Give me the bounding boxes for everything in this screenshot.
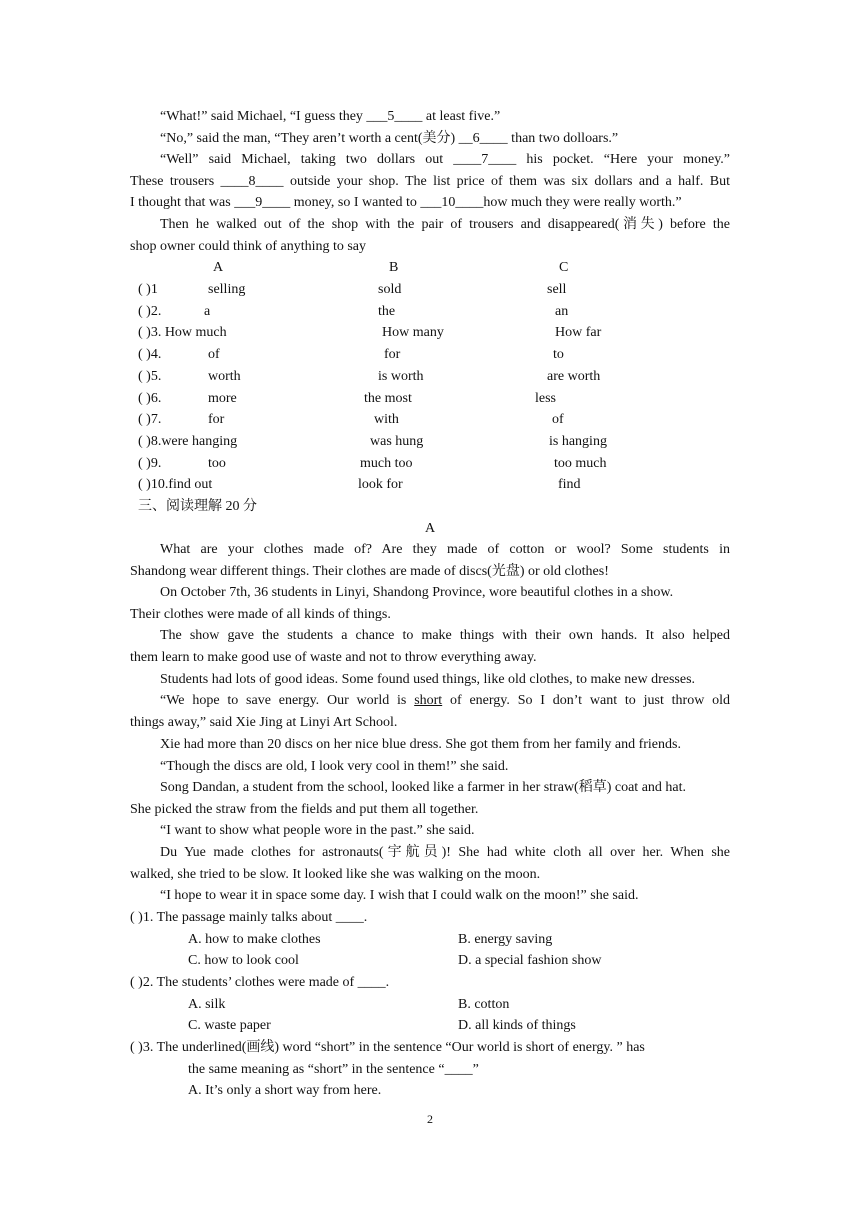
option-a: of xyxy=(208,347,220,363)
section-title: 三、阅读理解 20 分 xyxy=(138,499,257,514)
option-c: an xyxy=(555,303,569,319)
cloze-paragraph: Then he walked out of the shop with the pair of trousers and disappeared(消失) before the xyxy=(160,217,730,232)
underlined-word: short xyxy=(414,693,443,708)
option-a: worth xyxy=(208,368,241,384)
option-number: ( )7. xyxy=(138,412,162,428)
q1-option-c: C. how to look cool xyxy=(188,953,299,968)
option-number: ( )9. xyxy=(138,455,162,471)
question-3: ( )3. The underlined(画线) word “short” in the sentence “Our world is short of energy. ” has xyxy=(130,1040,645,1055)
option-c: of xyxy=(552,412,564,428)
passage-line: She picked the straw from the fields and put them all together. xyxy=(130,801,479,817)
passage-line: On October 7th, 36 students in Linyi, Shandong Province, wore beautiful clothes in a show. xyxy=(160,585,674,601)
passage-line: them learn to make good use of waste and not to throw everything away. xyxy=(130,650,537,665)
option-b: the xyxy=(378,303,396,319)
option-b: much too xyxy=(360,455,413,471)
q1-option-b: B. energy saving xyxy=(458,932,553,947)
cloze-paragraph: “Well” said Michael, taking two dollars out ____7____ his pocket. “Here your money.” xyxy=(160,152,730,167)
question-1: ( )1. The passage mainly talks about ____. xyxy=(130,910,368,925)
option-number: ( )8.were hanging xyxy=(138,433,238,449)
passage-line: walked, she tried to be slow. It looked like she was walking on the moon. xyxy=(130,866,541,882)
option-number: ( )2. xyxy=(138,303,162,319)
q1-option-d: D. a special fashion show xyxy=(458,953,602,968)
option-b: is worth xyxy=(378,368,424,384)
option-b: look for xyxy=(358,477,403,493)
passage-line: “I want to show what people wore in the past.” she said. xyxy=(160,823,475,839)
page-number: 2 xyxy=(427,1112,433,1126)
option-b: sold xyxy=(378,282,402,297)
option-a: for xyxy=(208,412,225,428)
option-b: for xyxy=(384,347,401,363)
q2-option-d: D. all kinds of things xyxy=(458,1018,576,1033)
option-a: more xyxy=(208,390,237,406)
q2-option-c: C. waste paper xyxy=(188,1018,271,1033)
option-c: less xyxy=(535,390,556,406)
cloze-paragraph: “What!” said Michael, “I guess they ___5____ at least five.” xyxy=(160,109,501,124)
passage-line: Shandong wear different things. Their clothes are made of discs(光盘) or old clothes! xyxy=(130,563,609,579)
passage-line: things away,” said Xie Jing at Linyi Art School. xyxy=(130,715,398,730)
q1-option-a: A. how to make clothes xyxy=(188,932,321,947)
option-b: was hung xyxy=(370,433,424,449)
option-b: with xyxy=(374,412,399,428)
option-a: selling xyxy=(208,282,246,297)
column-c-header: C xyxy=(559,260,569,275)
option-c: is hanging xyxy=(549,433,607,449)
cloze-paragraph-cont: I thought that was ___9____ money, so I wanted to ___10____how much they were really worth.” xyxy=(130,195,682,210)
option-number: ( )1 xyxy=(138,282,158,297)
option-c: sell xyxy=(547,282,567,297)
option-number: ( )4. xyxy=(138,347,162,363)
option-c: How far xyxy=(555,325,602,341)
option-number: ( )3. How much xyxy=(138,325,227,341)
passage-line: “Though the discs are old, I look very cool in them!” she said. xyxy=(160,758,509,774)
option-a: too xyxy=(208,455,226,471)
passage-line: What are your clothes made of? Are they made of cotton or wool? Some students in xyxy=(160,542,730,557)
passage-line: Students had lots of good ideas. Some found used things, like old clothes, to make new dresses. xyxy=(160,671,696,687)
passage-line: Song Dandan, a student from the school, looked like a farmer in her straw(稻草) coat and hat. xyxy=(160,780,687,796)
option-number: ( )6. xyxy=(138,390,162,406)
passage-line: Du Yue made clothes for astronauts(宇航员)! She had white cloth all over her. When she xyxy=(160,845,730,860)
passage-line: Their clothes were made of all kinds of things. xyxy=(130,606,391,622)
option-number: ( )5. xyxy=(138,368,162,384)
question-2: ( )2. The students’ clothes were made of ____. xyxy=(130,975,390,990)
passage-letter: A xyxy=(424,521,436,536)
passage-line: The show gave the students a chance to make things with their own hands. It also helped xyxy=(160,628,730,644)
q2-option-b: B. cotton xyxy=(458,997,510,1012)
passage-line: “I hope to wear it in space some day. I wish that I could walk on the moon!” she said. xyxy=(160,888,639,904)
option-b: How many xyxy=(382,325,444,341)
option-c: find xyxy=(558,477,581,493)
option-a: a xyxy=(204,303,211,319)
option-c: are worth xyxy=(547,368,601,384)
passage-line: Xie had more than 20 discs on her nice blue dress. She got them from her family and friends. xyxy=(160,737,681,752)
option-number: ( )10.find out xyxy=(138,477,213,493)
option-c: too much xyxy=(554,455,607,471)
question-3-cont: the same meaning as “short” in the sentence “____” xyxy=(188,1062,479,1077)
column-a-header: A xyxy=(213,260,224,275)
option-b: the most xyxy=(364,390,412,406)
option-c: to xyxy=(553,347,564,363)
passage-line: “We hope to save energy. Our world is short of energy. So I don’t want to just throw old xyxy=(160,693,730,708)
cloze-paragraph-cont: These trousers ____8____ outside your shop. The list price of them was six dollars and a half. But xyxy=(130,174,730,189)
cloze-paragraph-cont: shop owner could think of anything to say xyxy=(130,239,367,254)
q3-option-a: A. It’s only a short way from here. xyxy=(188,1083,382,1098)
q2-option-a: A. silk xyxy=(188,997,226,1012)
cloze-paragraph: “No,” said the man, “They aren’t worth a cent(美分) __6____ than two dolloars.” xyxy=(160,131,619,146)
column-b-header: B xyxy=(389,260,399,275)
